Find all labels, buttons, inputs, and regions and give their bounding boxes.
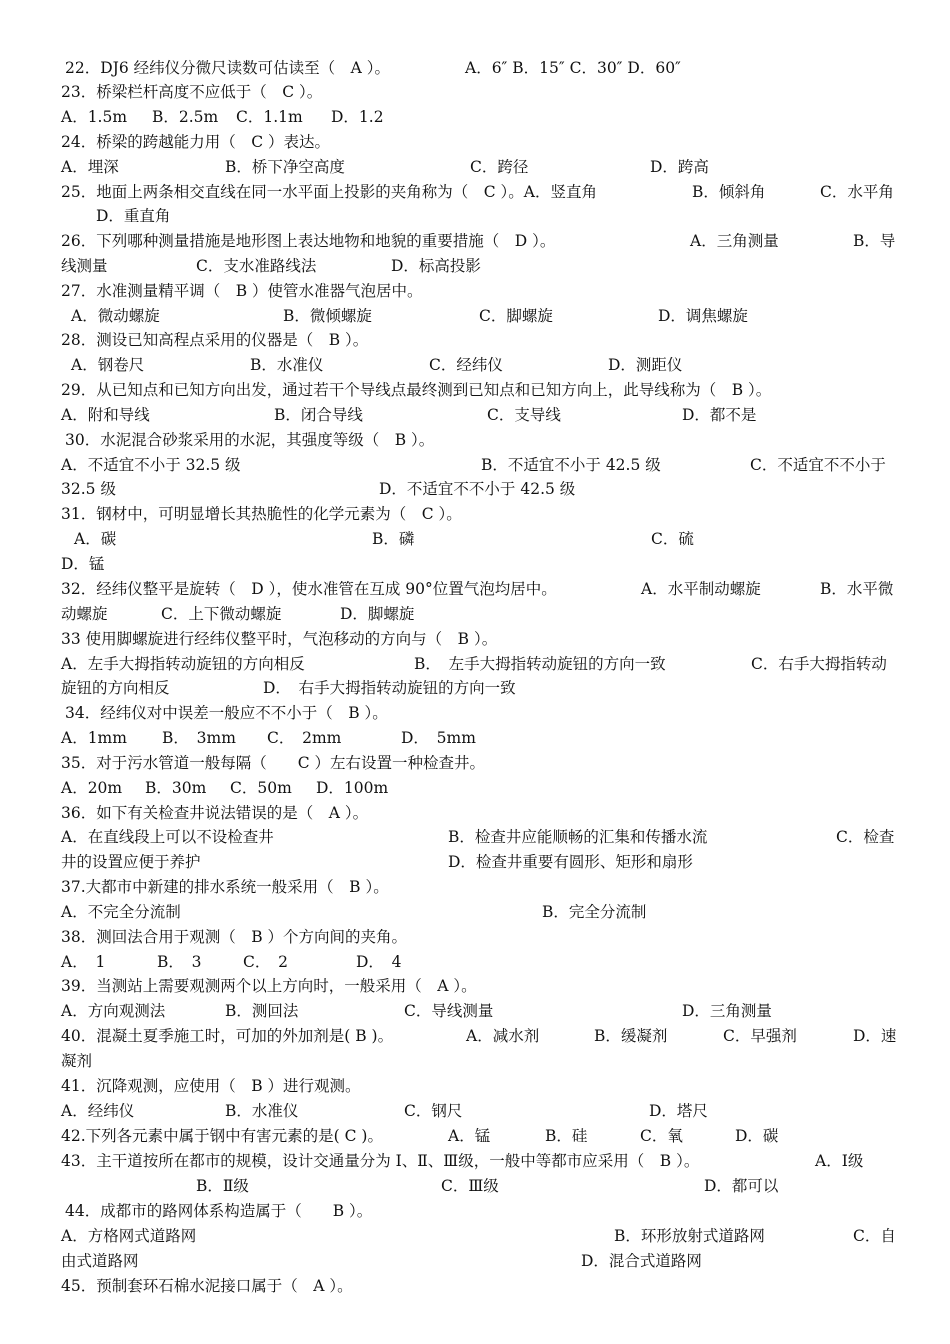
text-segment: B． 3mm: [162, 729, 236, 747]
text-segment: 43．主干道按所在都市的规模，设计交通量分为 Ⅰ、Ⅱ、Ⅲ级，一般中等都市应采用（ B ）。: [61, 1152, 700, 1170]
text-line: [0, 80, 950, 105]
text-line: [0, 130, 950, 155]
text-segment: D．检查井重要有圆形、矩形和扇形: [448, 853, 693, 871]
text-line: [0, 229, 950, 254]
text-segment: D．混合式道路网: [581, 1252, 702, 1270]
text-segment: B．不适宜不小于 42.5 级: [481, 456, 661, 474]
text-segment: A．碳: [74, 530, 117, 548]
text-segment: 线测量: [61, 257, 108, 275]
text-segment: A．方格网式道路网: [61, 1227, 197, 1245]
text-segment: B．桥下净空高度: [225, 158, 345, 176]
text-segment: D．重直角: [96, 207, 171, 225]
text-line: [0, 56, 950, 81]
text-line: [0, 701, 950, 726]
text-line: [0, 726, 950, 751]
text-segment: 38．测回法合用于观测（ B ）个方向间的夹角。: [61, 928, 408, 946]
text-segment: C．50m: [230, 779, 292, 797]
text-segment: B．完全分流制: [542, 903, 647, 921]
text-segment: C．导线测量: [404, 1002, 494, 1020]
text-line: [0, 1199, 950, 1224]
text-segment: D．都不是: [682, 406, 757, 424]
text-segment: B．水平微: [820, 580, 894, 598]
text-segment: D．不适宜不不小于 42.5 级: [379, 480, 576, 498]
text-segment: C．上下微动螺旋: [161, 605, 282, 623]
text-segment: A．三角测量: [690, 232, 779, 250]
text-segment: B．水准仪: [225, 1102, 299, 1120]
text-line: [0, 477, 950, 502]
text-line: [0, 279, 950, 304]
text-segment: 26．下列哪种测量措施是地形图上表达地物和地貌的重要措施（ D ）。: [61, 232, 556, 250]
text-segment: 25．地面上两条相交直线在同一水平面上投影的夹角称为（ C ）。A．竖直角: [61, 183, 597, 201]
text-segment: C．不适宜不不小于: [750, 456, 886, 474]
text-segment: 45．预制套环石棉水泥接口属于（ A ）。: [61, 1277, 353, 1295]
text-segment: 42.下列各元素中属于钢中有害元素的是( C )。: [61, 1127, 383, 1145]
text-segment: D． 右手大拇指转动旋钮的方向一致: [263, 679, 516, 697]
text-segment: 33 使用脚螺旋进行经纬仪整平时，气泡移动的方向与（ B ）。: [61, 630, 498, 648]
text-line: [0, 552, 950, 577]
text-segment: C． 2mm: [267, 729, 342, 747]
text-segment: 凝剂: [61, 1052, 93, 1070]
text-line: [0, 204, 950, 229]
text-segment: D．速: [853, 1027, 897, 1045]
text-segment: 44．成都市的路网体系构造属于（ B ）。: [65, 1202, 373, 1220]
text-segment: A．锰: [448, 1127, 491, 1145]
text-segment: C．氧: [640, 1127, 683, 1145]
text-segment: 22．DJ6 经纬仪分微尺读数可估读至（ A ）。: [65, 59, 391, 77]
text-line: [0, 254, 950, 279]
text-segment: A．水平制动螺旋: [641, 580, 761, 598]
text-line: [0, 776, 950, 801]
text-segment: D．三角测量: [682, 1002, 772, 1020]
text-segment: A．经纬仪: [61, 1102, 135, 1120]
text-segment: A．埋深: [61, 158, 119, 176]
text-segment: A．1.5m: [61, 108, 128, 126]
text-segment: 32．经纬仪整平是旋转（ D ），使水准管在互成 90°位置气泡均居中。: [61, 580, 557, 598]
text-line: [0, 353, 950, 378]
text-segment: D．塔尺: [649, 1102, 708, 1120]
text-line: [0, 801, 950, 826]
text-segment: 24．桥梁的跨越能力用（ C ）表达。: [61, 133, 331, 151]
text-segment: A．不适宜不小于 32.5 级: [61, 456, 241, 474]
text-segment: 30．水泥混合砂浆采用的水泥，其强度等级（ B ）。: [65, 431, 435, 449]
text-segment: A．减水剂: [466, 1027, 540, 1045]
text-segment: D．跨高: [650, 158, 709, 176]
text-segment: C．支水准路线法: [196, 257, 317, 275]
text-segment: A．不完全分流制: [61, 903, 181, 921]
text-line: [0, 577, 950, 602]
text-segment: B．2.5m: [152, 108, 219, 126]
text-line: [0, 502, 950, 527]
text-segment: B． 左手大拇指转动旋钮的方向一致: [414, 655, 666, 673]
text-line: [0, 627, 950, 652]
text-line: [0, 850, 950, 875]
text-segment: C．经纬仪: [429, 356, 503, 374]
text-segment: A．微动螺旋: [71, 307, 160, 325]
text-segment: D．脚螺旋: [340, 605, 415, 623]
text-segment: D．调焦螺旋: [658, 307, 748, 325]
text-segment: D．锰: [61, 555, 105, 573]
text-line: [0, 403, 950, 428]
text-line: [0, 676, 950, 701]
text-segment: D．1.2: [331, 108, 384, 126]
text-segment: 27．水准测量精平调（ B ）使管水准器气泡居中。: [61, 282, 423, 300]
text-line: [0, 155, 950, 180]
text-segment: 41．沉降观测，应使用（ B ）进行观测。: [61, 1077, 361, 1095]
text-line: [0, 1049, 950, 1074]
text-segment: A．Ⅰ级: [815, 1152, 864, 1170]
text-line: [0, 180, 950, 205]
text-segment: 37.大都市中新建的排水系统一般采用（ B ）。: [61, 878, 389, 896]
text-segment: B．缓凝剂: [594, 1027, 668, 1045]
text-segment: A．钢卷尺: [71, 356, 145, 374]
text-segment: A．1mm: [61, 729, 127, 747]
text-segment: C．水平角: [820, 183, 894, 201]
text-segment: C．钢尺: [404, 1102, 463, 1120]
text-segment: 井的设置应便于养护: [61, 853, 201, 871]
text-segment: C． 2: [243, 953, 288, 971]
text-segment: B．微倾螺旋: [283, 307, 372, 325]
text-line: [0, 428, 950, 453]
text-segment: 35．对于污水管道一般每隔（ C ）左右设置一种检查井。: [61, 754, 486, 772]
text-segment: 40．混凝土夏季施工时，可加的外加剂是( B )。: [61, 1027, 394, 1045]
text-line: [0, 999, 950, 1024]
text-segment: D．都可以: [704, 1177, 779, 1195]
text-segment: B．硅: [545, 1127, 588, 1145]
text-line: [0, 304, 950, 329]
text-segment: C．早强剂: [723, 1027, 797, 1045]
text-line: [0, 1074, 950, 1099]
text-segment: C．支导线: [487, 406, 561, 424]
text-line: [0, 1224, 950, 1249]
text-line: [0, 950, 950, 975]
text-line: [0, 1274, 950, 1299]
text-line: [0, 751, 950, 776]
text-segment: A． 1: [61, 953, 106, 971]
text-segment: B．Ⅱ级: [196, 1177, 249, 1195]
text-segment: D．碳: [735, 1127, 779, 1145]
text-segment: B．环形放射式道路网: [614, 1227, 765, 1245]
text-segment: D．100m: [316, 779, 389, 797]
text-line: [0, 875, 950, 900]
text-line: [0, 527, 950, 552]
text-segment: 34．经纬仪对中误差一般应不不小于（ B ）。: [65, 704, 388, 722]
text-line: [0, 974, 950, 999]
text-line: [0, 1124, 950, 1149]
text-segment: A．方向观测法: [61, 1002, 166, 1020]
text-segment: B．30m: [145, 779, 207, 797]
text-segment: D． 5mm: [401, 729, 476, 747]
text-line: [0, 602, 950, 627]
text-segment: A．20m: [61, 779, 123, 797]
text-segment: B．倾斜角: [692, 183, 766, 201]
text-segment: A．在直线段上可以不设检查井: [61, 828, 274, 846]
text-segment: C．脚螺旋: [479, 307, 553, 325]
text-line: [0, 105, 950, 130]
text-segment: 29．从已知点和已知方向出发，通过若干个导线点最终测到已知点和已知方向上，此导线称为（ B ）。: [61, 381, 772, 399]
text-line: [0, 378, 950, 403]
text-segment: 32.5 级: [61, 480, 116, 498]
text-segment: D．标高投影: [391, 257, 481, 275]
text-line: [0, 1249, 950, 1274]
text-segment: D．测距仪: [608, 356, 683, 374]
text-line: [0, 1024, 950, 1049]
text-line: [0, 453, 950, 478]
text-segment: C．跨径: [470, 158, 529, 176]
text-line: [0, 1149, 950, 1174]
text-segment: C．1.1m: [236, 108, 303, 126]
text-segment: D． 4: [356, 953, 402, 971]
text-segment: B．检查井应能顺畅的汇集和传播水流: [448, 828, 708, 846]
text-segment: C．检查: [836, 828, 895, 846]
text-segment: 31．钢材中，可明显增长其热脆性的化学元素为（ C ）。: [61, 505, 462, 523]
text-segment: 39．当测站上需要观测两个以上方向时，一般采用（ A ）。: [61, 977, 477, 995]
text-segment: B．导: [853, 232, 896, 250]
text-segment: 动螺旋: [61, 605, 108, 623]
text-line: [0, 825, 950, 850]
text-segment: B．磷: [372, 530, 415, 548]
text-segment: C．硫: [651, 530, 694, 548]
text-segment: A．左手大拇指转动旋钮的方向相反: [61, 655, 305, 673]
text-line: [0, 1099, 950, 1124]
text-segment: C．右手大拇指转动: [751, 655, 887, 673]
text-line: [0, 900, 950, 925]
text-segment: 28．测设已知高程点采用的仪器是（ B ）。: [61, 331, 369, 349]
text-segment: 旋钮的方向相反: [61, 679, 170, 697]
text-line: [0, 1174, 950, 1199]
text-segment: A．6″ B．15″ C．30″ D．60″: [465, 59, 681, 77]
text-segment: 36．如下有关检查井说法错误的是（ A ）。: [61, 804, 369, 822]
text-segment: B．水准仪: [250, 356, 324, 374]
text-segment: B．闭合导线: [274, 406, 363, 424]
text-segment: 由式道路网: [61, 1252, 139, 1270]
text-segment: B． 3: [157, 953, 202, 971]
text-segment: C．Ⅲ级: [441, 1177, 499, 1195]
text-segment: B．测回法: [225, 1002, 299, 1020]
text-segment: 23．桥梁栏杆高度不应低于（ C ）。: [61, 83, 323, 101]
text-segment: C．自: [853, 1227, 896, 1245]
text-segment: A．附和导线: [61, 406, 150, 424]
text-line: [0, 925, 950, 950]
text-line: [0, 652, 950, 677]
text-line: [0, 328, 950, 353]
